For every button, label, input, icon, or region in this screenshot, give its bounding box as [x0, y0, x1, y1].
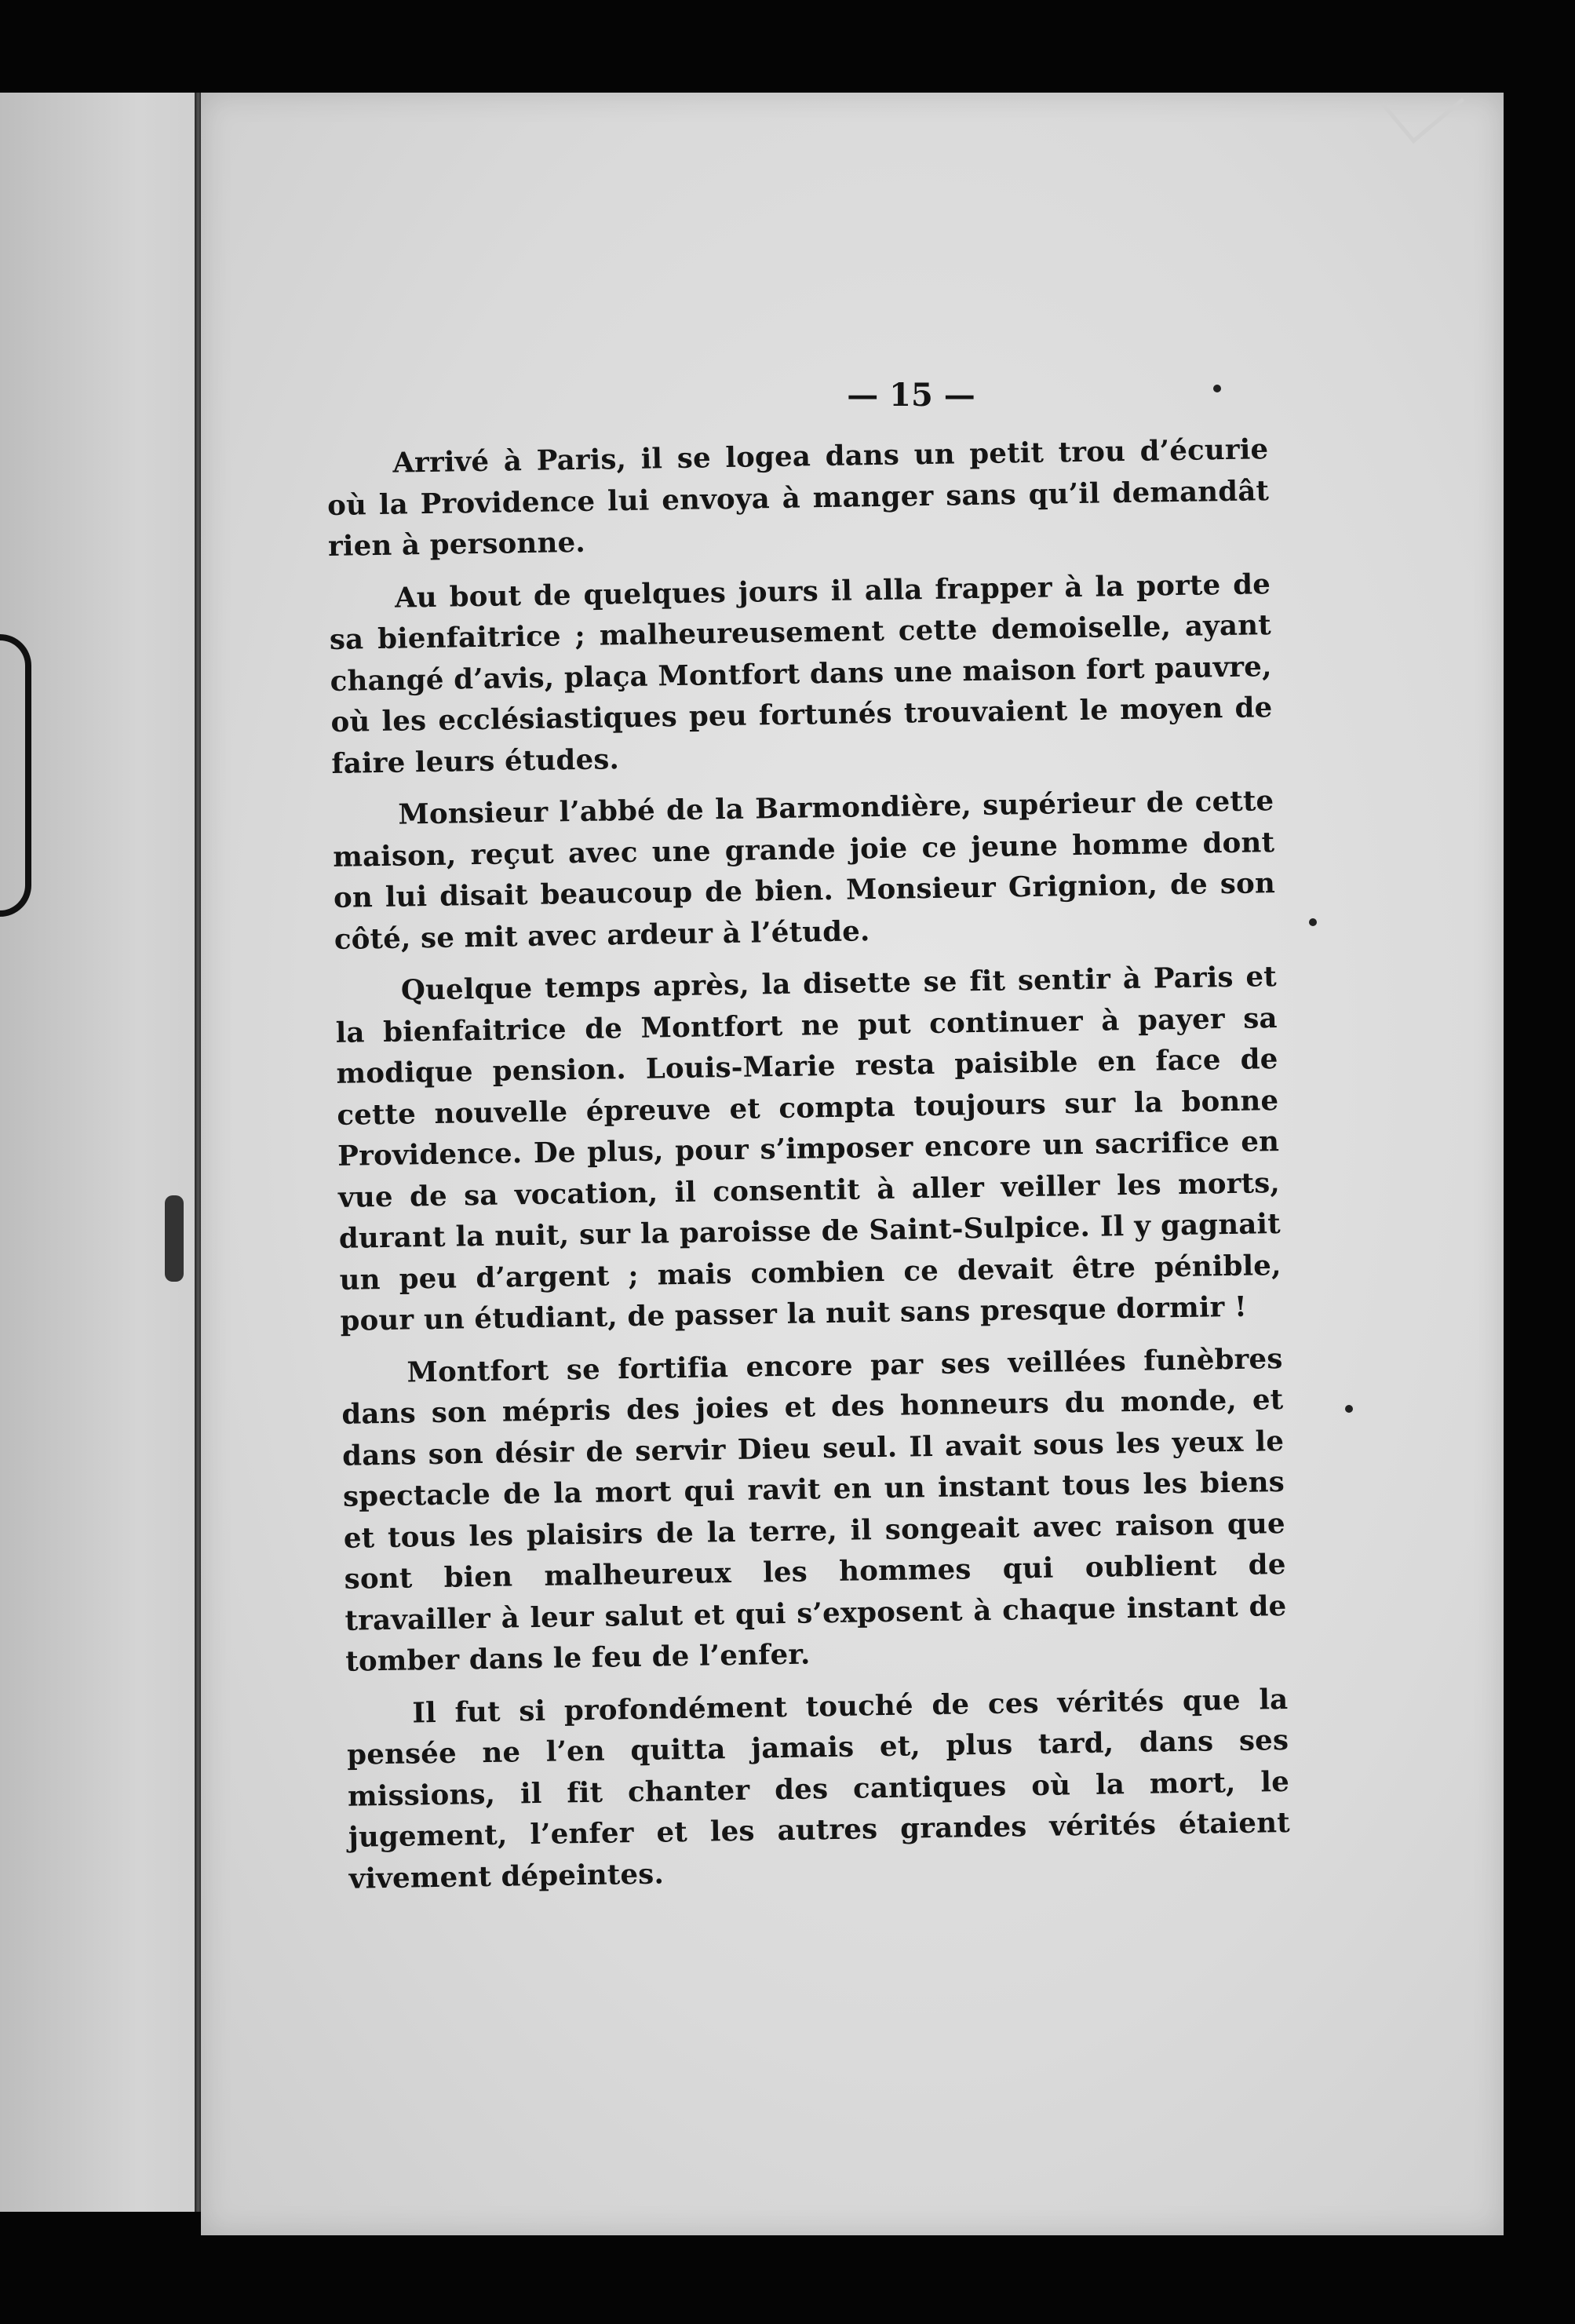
body-text — [326, 429, 1291, 1911]
paragraph: Arrivé à Paris, il se logea dans un petit trou d’écurie où la Providence lui envoya à manger sans qu’il demandât rien à personne. — [326, 433, 1270, 563]
book-page — [201, 93, 1504, 2235]
paragraph: Montfort se fortifia encore par ses veillées funèbres dans son mépris des joies et des honneurs du monde, et dans son désir de servir Dieu seul. Il avait sous les yeux le spectacle de la mort qui ravit en un instant tous les biens et tous les plaisirs de la terre, il songeait avec raison que sont bien malheureux les hommes qui oublient de travailler à leur salut et qui s’exposent à chaque instant de tomber dans le feu de l’enfer. — [341, 1342, 1287, 1678]
binding-clip-mark — [165, 1195, 184, 1282]
page-number: — 15 — — [847, 377, 975, 414]
paragraph: Quelque temps après, la disette se fit sentir à Paris et la bienfaitrice de Montfort ne put continuer à payer sa modique pension. Louis-Marie resta paisible en face de cette nouvelle épreuve et compta toujours sur la bonne Providence. De plus, pour s’imposer encore un sacrifice en vue de sa vocation, il consentit à aller veiller les morts, durant la nuit, sur la paroisse de Saint-Sulpice. Il y gagnait un peu d’argent ; mais combien ce devait être pénible, pour un étudiant, de passer la nuit sans presque dormir ! — [335, 961, 1282, 1337]
page-curl-mark — [0, 634, 31, 917]
paragraph: Il fut si profondément touché de ces vérités que la pensée ne l’en quitta jamais et, plus tard, dans ses missions, il fit chanter des cantiques où la mort, le jugement, l’enfer et les autres grandes vérités étaient vivement dépeintes. — [346, 1683, 1291, 1895]
facing-page-edge — [0, 93, 198, 2212]
paragraph: Au bout de quelques jours il alla frapper à la porte de sa bienfaitrice ; malheureusement cette demoiselle, ayant changé d’avis, plaça Montfort dans une maison fort pauvre, où les ecclésiastiques peu fortunés trouvaient le moyen de faire leurs études. — [329, 567, 1273, 780]
ink-speck — [1345, 1405, 1353, 1413]
paragraph: Monsieur l’abbé de la Barmondière, supérieur de cette maison, reçut avec une grande joie ce jeune homme dont on lui disait beaucoup de bien. Monsieur Grignion, de son côté, se mit avec ardeur à l’étude. — [332, 785, 1276, 956]
ink-speck — [1309, 918, 1317, 926]
